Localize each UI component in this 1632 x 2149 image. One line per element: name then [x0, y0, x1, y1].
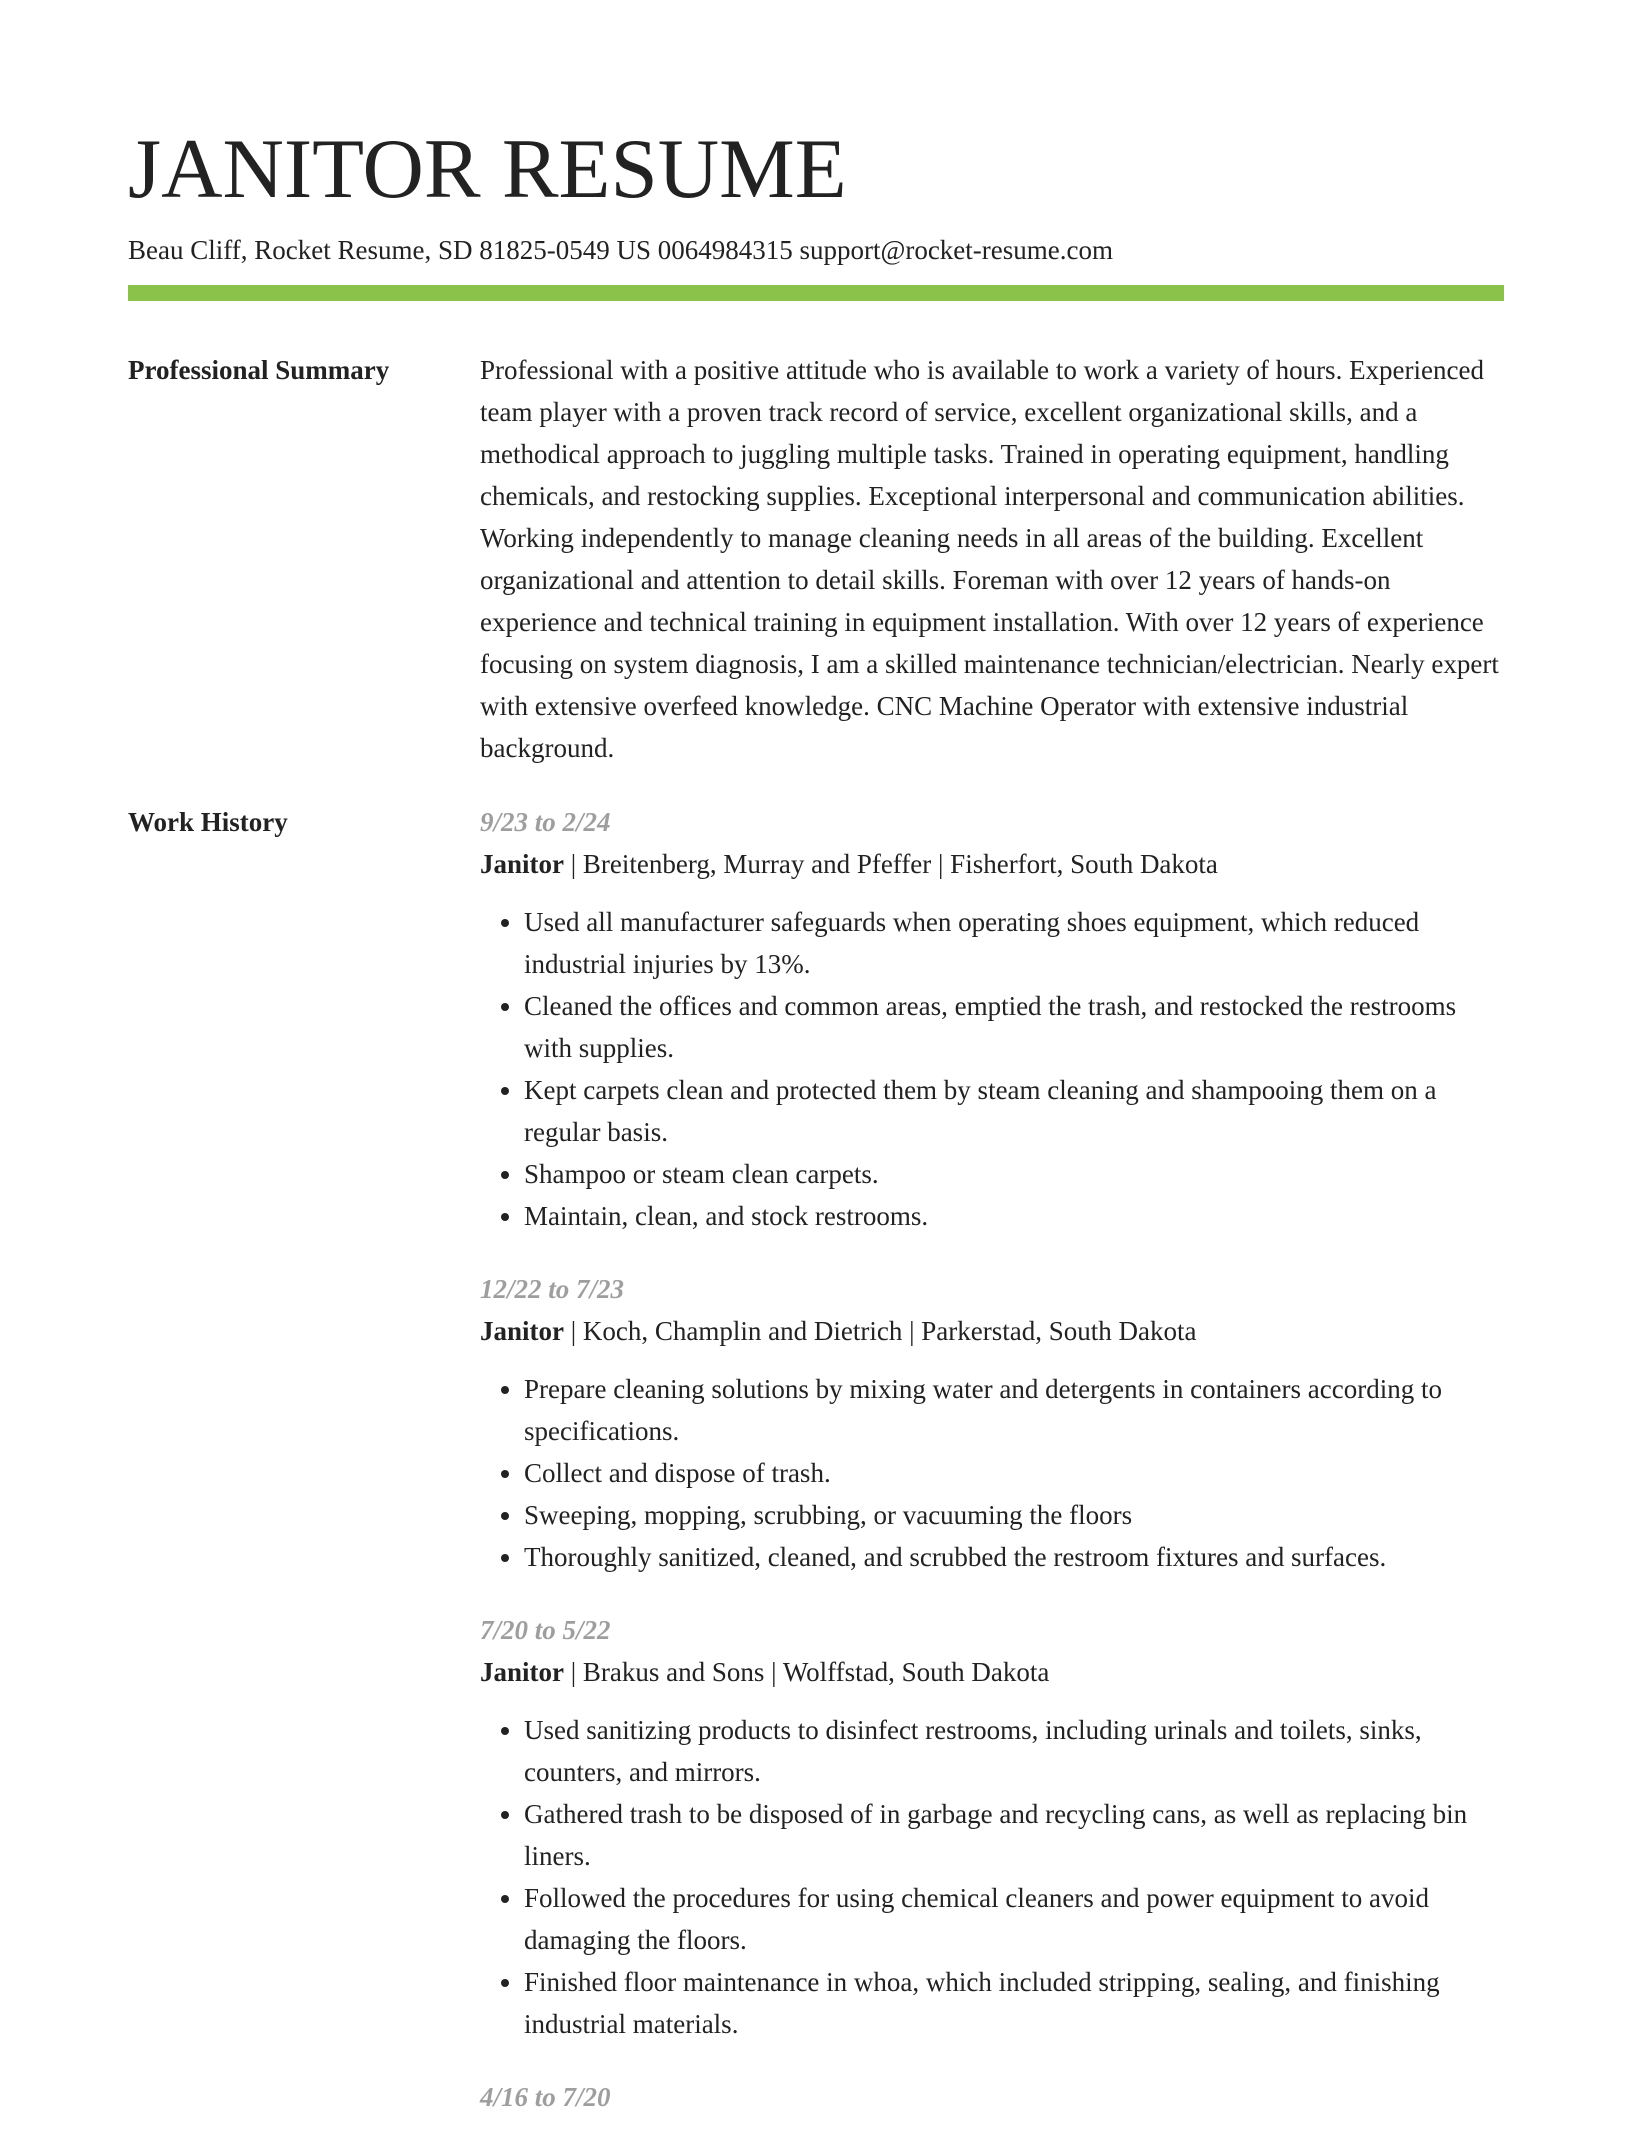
job-bullet: • Maintain, clean, and stock restrooms.	[524, 1195, 1504, 1237]
work-history-label: Work History	[128, 807, 288, 837]
job-dates: 12/22 to 7/23	[480, 1274, 625, 1304]
job-bullet: • Finished floor maintenance in whoa, which included stripping, sealing, and finishing industrial materials.	[524, 1961, 1504, 2045]
job-details: | Koch, Champlin and Dietrich | Parkerstad, South Dakota	[564, 1316, 1197, 1346]
job-bullet: • Kept carpets clean and protected them by steam cleaning and shampooing them on a regular basis.	[524, 1069, 1504, 1153]
job-bullets	[480, 1368, 1504, 1578]
job-bullet: • Used all manufacturer safeguards when operating shoes equipment, which reduced industrial injuries by 13%.	[524, 901, 1504, 985]
job-heading	[480, 1310, 1504, 1352]
job-details: | Breitenberg, Murray and Pfeffer | Fisherfort, South Dakota	[564, 849, 1218, 879]
job-bullet: • Sweeping, mopping, scrubbing, or vacuuming the floors	[524, 1494, 1504, 1536]
work-history-section	[480, 801, 1504, 2149]
job-bullet: • Collect and dispose of trash.	[524, 1452, 1504, 1494]
contact-line: Beau Cliff, Rocket Resume, SD 81825-0549 US 0064984315 support@rocket-resume.com	[128, 235, 1113, 265]
job-bullet: • Shampoo or steam clean carpets.	[524, 1153, 1504, 1195]
accent-divider	[128, 285, 1504, 301]
job-title: Janitor	[480, 849, 564, 879]
job-bullet: • Thoroughly sanitized, cleaned, and scrubbed the restroom fixtures and surfaces.	[524, 1536, 1504, 1578]
job-bullets	[480, 1709, 1504, 2045]
job-details: | Brakus and Sons | Wolffstad, South Dakota	[564, 1657, 1050, 1687]
job-dates: 9/23 to 2/24	[480, 807, 611, 837]
job-entry	[480, 1268, 1504, 1578]
job-entry	[480, 1609, 1504, 2045]
job-bullet: • Gathered trash to be disposed of in garbage and recycling cans, as well as replacing bin liners.	[524, 1793, 1504, 1877]
job-heading	[480, 843, 1504, 885]
summary-label: Professional Summary	[128, 355, 390, 385]
job-dates: 7/20 to 5/22	[480, 1615, 611, 1645]
job-heading	[480, 1651, 1504, 1693]
job-dates: 4/16 to 7/20	[480, 2082, 611, 2112]
resume-title: JANITOR RESUME	[128, 122, 847, 216]
job-bullet: • Followed the procedures for using chemical cleaners and power equipment to avoid damaging the floors.	[524, 1877, 1504, 1961]
job-title: Janitor	[480, 1316, 564, 1346]
job-bullets	[480, 901, 1504, 1237]
job-bullet: • Cleaned the offices and common areas, emptied the trash, and restocked the restrooms with supplies.	[524, 985, 1504, 1069]
summary-text: Professional with a positive attitude who is available to work a variety of hours. Experienced team player with a proven track record of service, excellent organizational skills, and a methodical approach to juggling multiple tasks. Trained in operating equipment, handling chemicals, and restocking supplies. Exceptional interpersonal and communication abilities. Working independently to manage cleaning needs in all areas of the building. Excellent organizational and attention to detail skills. Foreman with over 12 years of hands-on experience and technical training in equipment installation. With over 12 years of experience focusing on system diagnosis, I am a skilled maintenance technician/electrician. Nearly expert with extensive overfeed knowledge. CNC Machine Operator with extensive industrial background.	[480, 355, 1499, 763]
job-entry	[480, 801, 1504, 1237]
job-bullet: • Prepare cleaning solutions by mixing water and detergents in containers according to specifications.	[524, 1368, 1504, 1452]
summary-section	[480, 349, 1504, 769]
job-title: Janitor	[480, 1657, 564, 1687]
job-bullet: • Used sanitizing products to disinfect restrooms, including urinals and toilets, sinks, counters, and mirrors.	[524, 1709, 1504, 1793]
